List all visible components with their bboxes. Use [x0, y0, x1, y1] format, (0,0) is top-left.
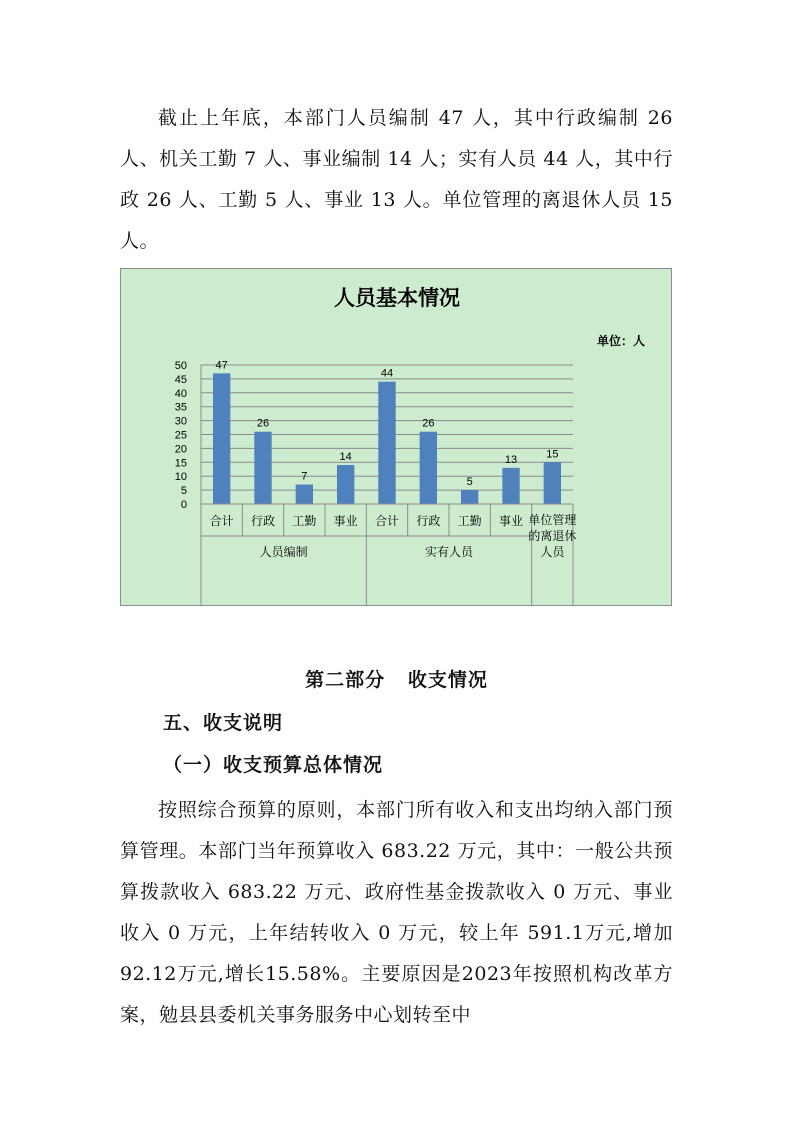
y-tick-label: 45 [174, 373, 187, 386]
budget-text: 按照综合预算的原则，本部门所有收入和支出均纳入部门预算管理。本部门当年预算收入 683.22 万元，其中：一般公共预算拨款收入 683.22 万元、政府性基金拨款收入 0 万元、事业收入 0 万元，上年结转收入 0 万元，较上年 591.1万元,增加92.12万元,增长15.58%。主要原因是2023年按照机构改革方案，勉县县委机关事务服务中心划转至中 [120, 799, 673, 1026]
staff-chart [120, 268, 672, 606]
category-label: 行政 [416, 514, 441, 528]
y-tick-label: 0 [180, 499, 187, 511]
y-tick-label: 35 [174, 401, 187, 414]
data-label: 26 [256, 417, 270, 430]
bar-chart-svg [121, 269, 673, 607]
category-label: 单位管理的离退休人员 [528, 513, 577, 559]
bar [378, 382, 395, 504]
data-label: 13 [504, 453, 518, 466]
y-tick-label: 10 [174, 471, 187, 484]
subsection-heading: （一）收支预算总体情况 [163, 754, 384, 776]
bar [296, 485, 313, 504]
bar [420, 432, 437, 504]
budget-paragraph [120, 790, 673, 1036]
data-label: 47 [215, 359, 228, 372]
y-tick-label: 25 [174, 429, 187, 442]
category-label: 合计 [209, 514, 234, 528]
bar [213, 373, 230, 504]
data-label: 5 [466, 476, 473, 489]
data-label: 44 [380, 367, 394, 380]
section-heading: 五、收支说明 [163, 712, 284, 734]
unit-label: 单位：人 [596, 334, 645, 348]
category-label: 行政 [250, 514, 276, 528]
y-tick-label: 40 [174, 387, 187, 400]
category-label: 事业 [498, 514, 524, 528]
bar [254, 432, 271, 504]
y-tick-label: 20 [174, 443, 187, 456]
group-label: 实有人员 [424, 545, 474, 559]
category-label: 工勤 [457, 514, 482, 528]
part-heading: 第二部分 收支情况 [305, 669, 488, 691]
y-tick-label: 5 [180, 485, 187, 498]
bar [461, 490, 478, 504]
y-tick-label: 30 [174, 415, 187, 428]
bar [544, 462, 561, 504]
intro-paragraph [120, 98, 673, 262]
chart-title: 人员基本情况 [334, 287, 460, 310]
data-label: 7 [301, 470, 308, 483]
y-tick-label: 50 [174, 360, 187, 372]
category-label: 事业 [333, 514, 358, 528]
data-label: 15 [546, 448, 559, 461]
intro-text: 截止上年底，本部门人员编制 47 人，其中行政编制 26 人、机关工勤 7 人、事业编制 14 人；实有人员 44 人，其中行政 26 人、工勤 5 人、事业 13 人。单位管理的离退休人员 15 人。 [120, 107, 673, 252]
category-label: 合计 [374, 514, 400, 528]
group-label: 人员编制 [259, 545, 308, 559]
bar [502, 468, 519, 504]
y-tick-label: 15 [174, 457, 187, 470]
data-label: 26 [422, 417, 435, 430]
category-label: 工勤 [292, 514, 317, 528]
data-label: 14 [339, 451, 352, 464]
bar [337, 465, 354, 504]
